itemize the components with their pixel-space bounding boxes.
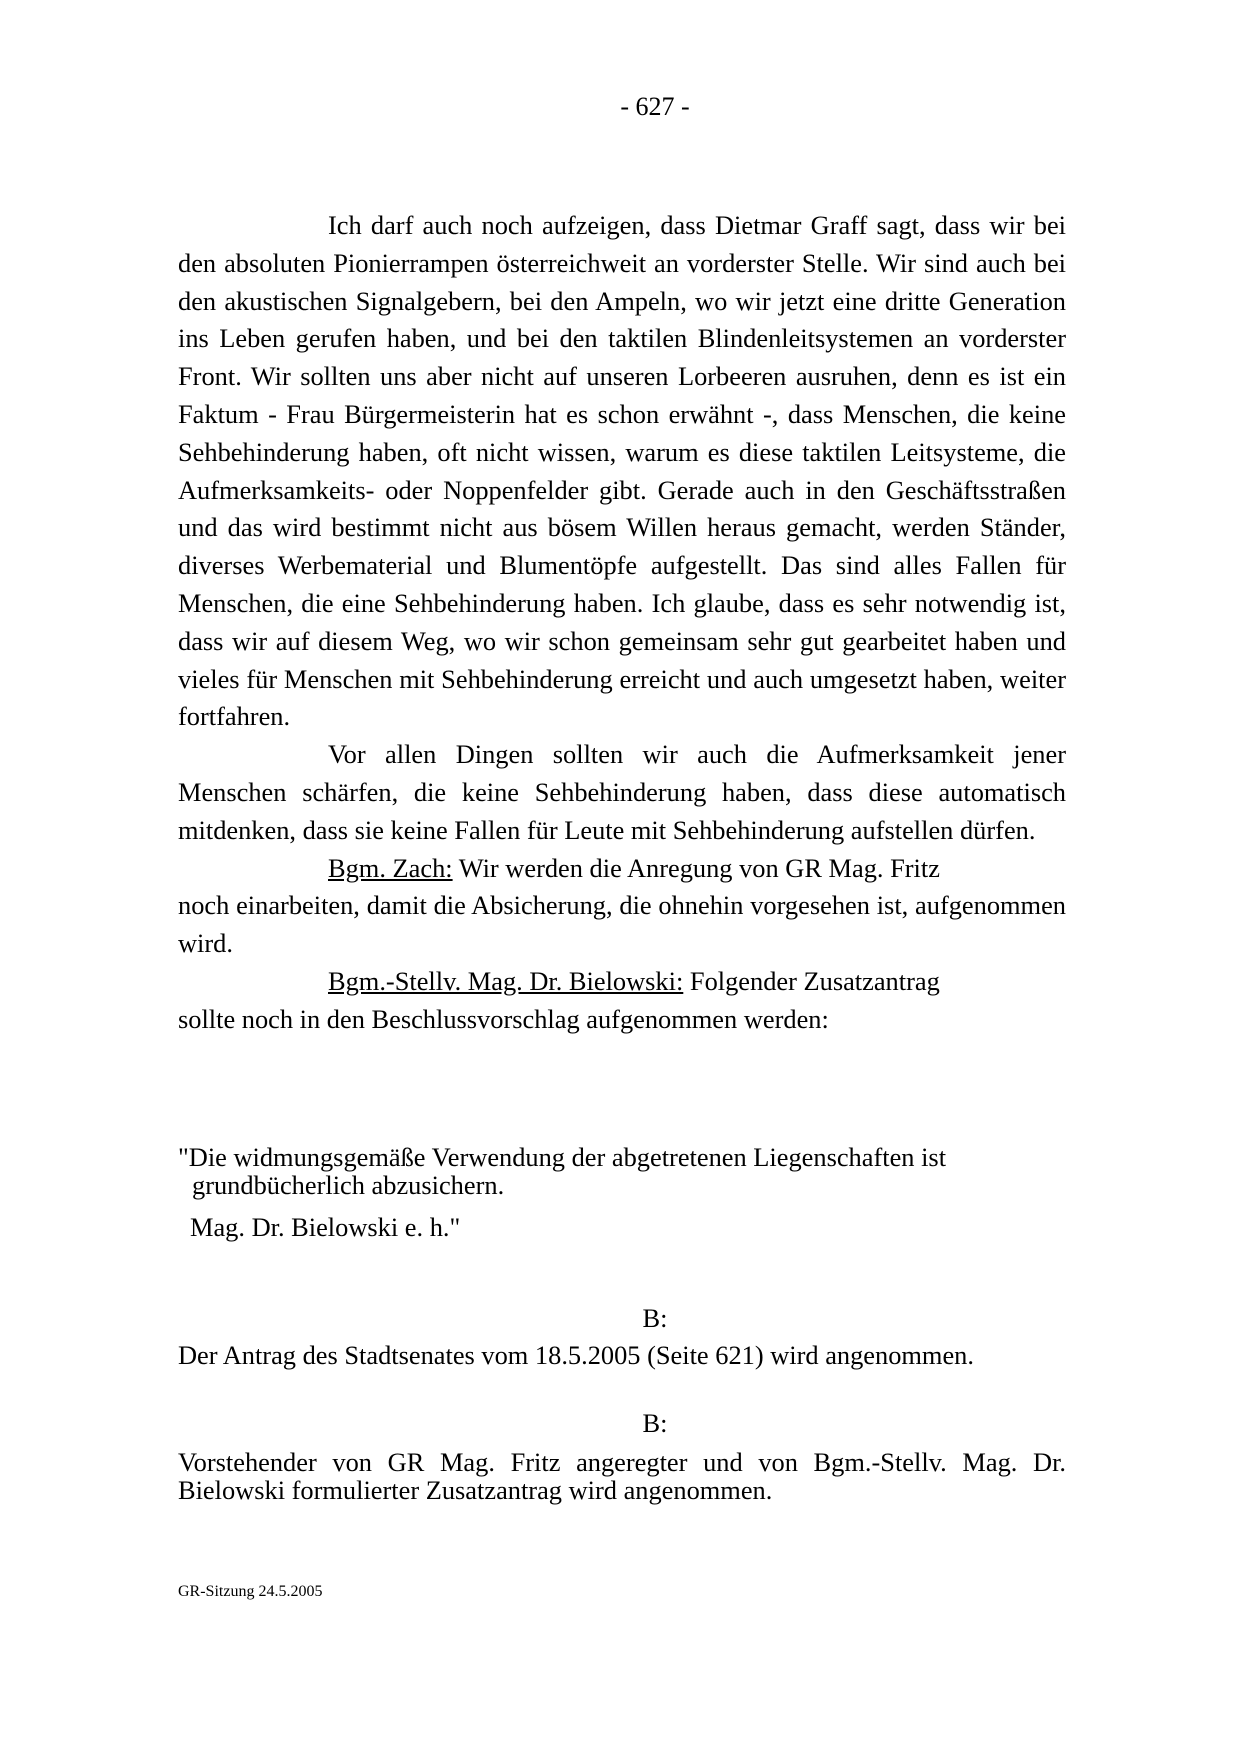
page-number: [0, 92, 1240, 122]
quote-line-2: grundbücherlich abzusichern.: [192, 1170, 505, 1200]
paragraph-3-first-line: [178, 850, 1066, 888]
paragraph-2: Vor allen Dingen sollten wir auch die Aufmerksamkeit jener Menschen schärfen, die keine Sehbehinderung haben, dass diese automatisch mitdenken, dass sie keine Fallen für Leute mit Sehbehinderung aufstellen dürfen.: [178, 739, 1066, 845]
resolution-1-label: [0, 1303, 1240, 1334]
motion-quote: [178, 1143, 1078, 1241]
resolution-1-label-text: B:: [642, 1303, 668, 1333]
page-number-text: - 627 -: [620, 92, 690, 121]
speaker-zach: Bgm. Zach:: [328, 852, 453, 883]
quote-signature: Mag. Dr. Bielowski e. h.": [190, 1212, 461, 1242]
paragraph-4-rest: sollte noch in den Beschlussvorschlag aufgenommen werden:: [178, 1003, 829, 1034]
paragraph-3-line1-text: Wir werden die Anregung von GR Mag. Fritz: [452, 852, 940, 883]
quote-line-1: "Die widmungsgemäße Verwendung der abgetretenen Liegenschaften ist: [178, 1142, 947, 1172]
footer-session-date: GR-Sitzung 24.5.2005: [178, 1583, 323, 1600]
paragraph-1: Ich darf auch noch aufzeigen, dass Dietmar Graff sagt, dass wir bei den absoluten Pionierrampen österreichweit an vorderster Stelle. Wir sind auch bei den akustischen Signalgebern, bei den Ampeln, wo wir jetzt eine dritte Generation ins Leben gerufen haben, und bei den taktilen Blindenleitsystemen an vorderster Front. Wir sollten uns aber nicht auf unseren Lorbeeren ausruhen, denn es ist ein Faktum - Frau Bürgermeisterin hat es schon erwähnt -, dass Menschen, die keine Sehbehinderung haben, oft nicht wissen, warum es diese taktilen Leitsysteme, die Aufmerksamkeits- oder Noppenfelder gibt. Gerade auch in den Geschäftsstraßen und das wird bestimmt nicht aus bösem Willen heraus gemacht, werden Ständer, diverses Werbematerial und Blumentöpfe aufgestellt. Das sind alles Fallen für Menschen, die eine Sehbehinderung haben. Ich glaube, dass es sehr notwendig ist, dass wir auf diesem Weg, wo wir schon gemeinsam sehr gut gearbeitet haben und vieles für Menschen mit Sehbehinderung erreicht und auch umgesetzt haben, weiter fortfahren.: [178, 210, 1066, 732]
paragraph-4-line1-text: Folgender Zusatzantrag: [683, 965, 940, 996]
resolution-2-text: Vorstehender von GR Mag. Fritz angeregter und von Bgm.-Stellv. Mag. Dr. Bielowski formulierter Zusatzantrag wird angenommen.: [178, 1447, 1066, 1505]
speaker-bielowski: Bgm.-Stellv. Mag. Dr. Bielowski:: [328, 965, 684, 996]
paragraph-4-first-line: [178, 963, 1066, 1001]
resolution-2-label: [0, 1408, 1240, 1439]
paragraph-3-rest: noch einarbeiten, damit die Absicherung, die ohnehin vorgesehen ist, aufgenommen wird.: [178, 890, 1066, 959]
resolution-1-text: Der Antrag des Stadtsenates vom 18.5.2005 (Seite 621) wird angenommen.: [178, 1340, 974, 1370]
speech-body: [178, 207, 1066, 1039]
resolution-2-label-text: B:: [642, 1408, 668, 1438]
